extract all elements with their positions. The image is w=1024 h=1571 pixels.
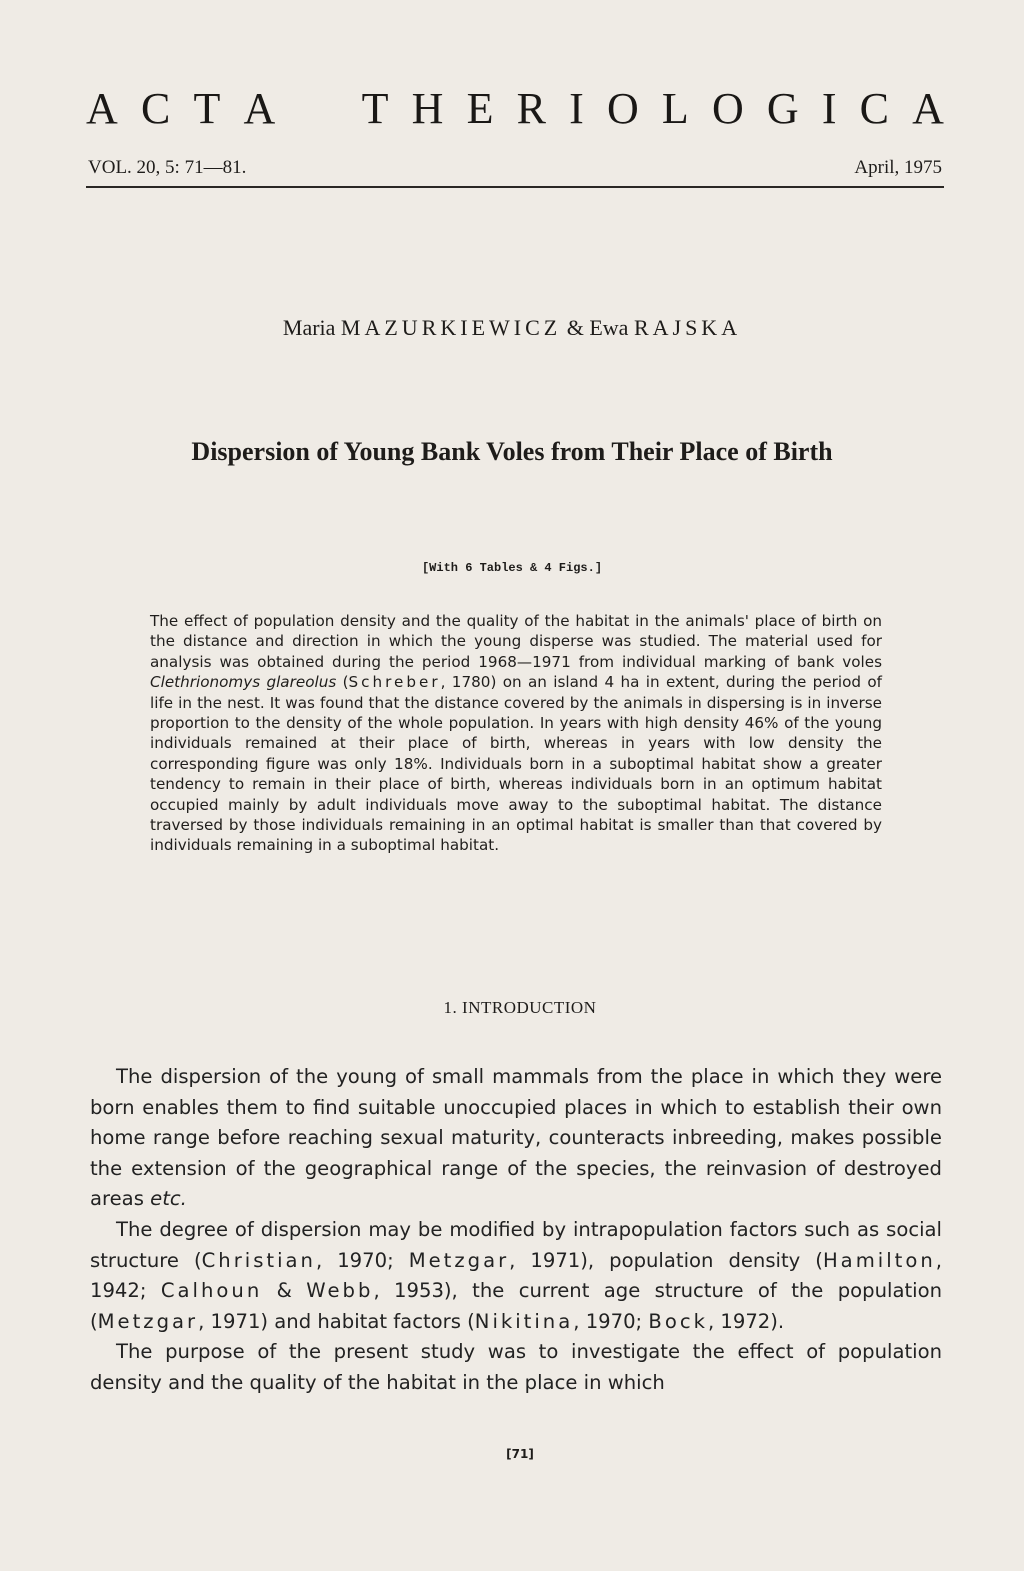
paragraph-text: , 1970; — [573, 1309, 649, 1333]
journal-letter: C — [140, 84, 171, 133]
journal-letter: I — [821, 84, 837, 133]
citation-author: Christian — [201, 1248, 316, 1272]
citation-author: Bock — [648, 1309, 708, 1333]
author-surname: MAZURKIEWICZ — [340, 315, 562, 340]
citation-author: Metzgar — [97, 1309, 199, 1333]
paragraph-text: , 1970; — [315, 1248, 409, 1272]
journal-letter: I — [569, 84, 584, 133]
paragraph-text: The degree of dispersion may be modified by intrapopulation factors such as social structure ( — [90, 1217, 942, 1272]
volume-line — [88, 156, 942, 180]
abstract-paragraph — [150, 611, 882, 856]
journal-letter: G — [766, 84, 799, 133]
paragraph-text: & — [262, 1279, 307, 1303]
header-rule — [86, 186, 944, 188]
journal-letter: O — [711, 84, 744, 133]
page-number: [71] — [506, 1447, 534, 1461]
paragraph-text: , 1972). — [707, 1309, 785, 1333]
body-text — [90, 1062, 942, 1399]
paragraph-text: , 1971) and habitat factors ( — [198, 1309, 475, 1333]
journal-word-gap — [298, 84, 338, 134]
author-line — [0, 314, 1024, 342]
journal-letter: L — [661, 84, 689, 133]
journal-letter: C — [859, 84, 889, 133]
species-name: Clethrionomys glareolus — [150, 673, 337, 692]
issue-date: April, 1975 — [854, 157, 942, 178]
citation-author: Calhoun — [160, 1279, 263, 1303]
author-connector: & — [566, 315, 584, 340]
body-paragraph: The purpose of the present study was to investigate the effect of population density and the quality of the habitat in the place in which — [90, 1340, 942, 1394]
journal-letter: H — [411, 84, 444, 133]
paragraph-text: The dispersion of the young of small mammals from the place in which they were born enables them to find suitable unoccupied places in which to establish their own home range before reaching sexual maturity, counteracts inbreeding, makes possible the extension of the geographical range of the species, the reinvasion of destroyed areas — [90, 1065, 942, 1211]
paper-title: Dispersion of Young Bank Voles from Their Place of Birth — [191, 437, 833, 466]
citation-author: Nikitina — [474, 1309, 574, 1333]
citation-author: Metzgar — [408, 1248, 510, 1272]
section-heading: 1. INTRODUCTION — [443, 998, 597, 1017]
journal-letter: R — [516, 84, 546, 133]
abstract-text: of the young individuals remained at their place of birth, whereas in years with low density the corresponding figure was only 18% — [150, 714, 883, 773]
body-paragraph — [90, 1062, 942, 1215]
journal-letter: T — [193, 84, 221, 133]
paragraph-text: etc. — [150, 1187, 187, 1211]
author-given-name: Ewa — [589, 315, 629, 340]
abstract-text: . Individuals born in a suboptimal habitat show a greater tendency to remain in their place of birth, whereas individuals born in an optimum habitat occupied mainly by adult individuals move away to the suboptimal habitat. The distance traversed by those individuals remaining in an optimal habitat is smaller than that covered by individuals remaining in a suboptimal habitat. — [150, 754, 883, 855]
abstract — [150, 611, 882, 856]
paragraph-text: , 1953), the current age structure of the population ( — [90, 1279, 942, 1333]
citation-author: Webb — [306, 1279, 374, 1303]
journal-letter: A — [86, 84, 118, 133]
abstract-text: The effect of population density and the quality of the habitat in the animals' place of birth on the distance and direction in which the young disperse was studied. The material used for analysis was obtained during the period 1968—1971 from individual marking of bank voles — [150, 612, 882, 671]
journal-letter: O — [606, 84, 639, 133]
author-surname: RAJSKA — [633, 315, 742, 340]
figures-note: [With 6 Tables & 4 Figs.] — [421, 561, 603, 575]
journal-title — [86, 84, 944, 134]
journal-letter: A — [912, 84, 944, 133]
abstract-text: ( — [336, 673, 349, 692]
journal-letter: E — [466, 84, 494, 133]
abstract-text: , 1780) on an island 4 ha in extent, during the period of life in the nest. It was found that the distance covered by the animals in dispersing is in inverse proportion to the density of the whole population. In years with high density 46% — [150, 673, 882, 733]
species-authority: Schreber — [348, 673, 441, 692]
citation-author: Hamilton — [822, 1248, 936, 1272]
paragraph-text: , 1942; — [90, 1248, 942, 1303]
body-paragraph — [90, 1215, 942, 1337]
journal-letter: A — [243, 84, 276, 133]
volume-info: VOL. 20, 5: 71—81. — [88, 157, 247, 178]
journal-letter: T — [361, 84, 389, 133]
author-given-name: Maria — [282, 315, 336, 340]
paragraph-text: , 1971), population density ( — [509, 1248, 823, 1272]
